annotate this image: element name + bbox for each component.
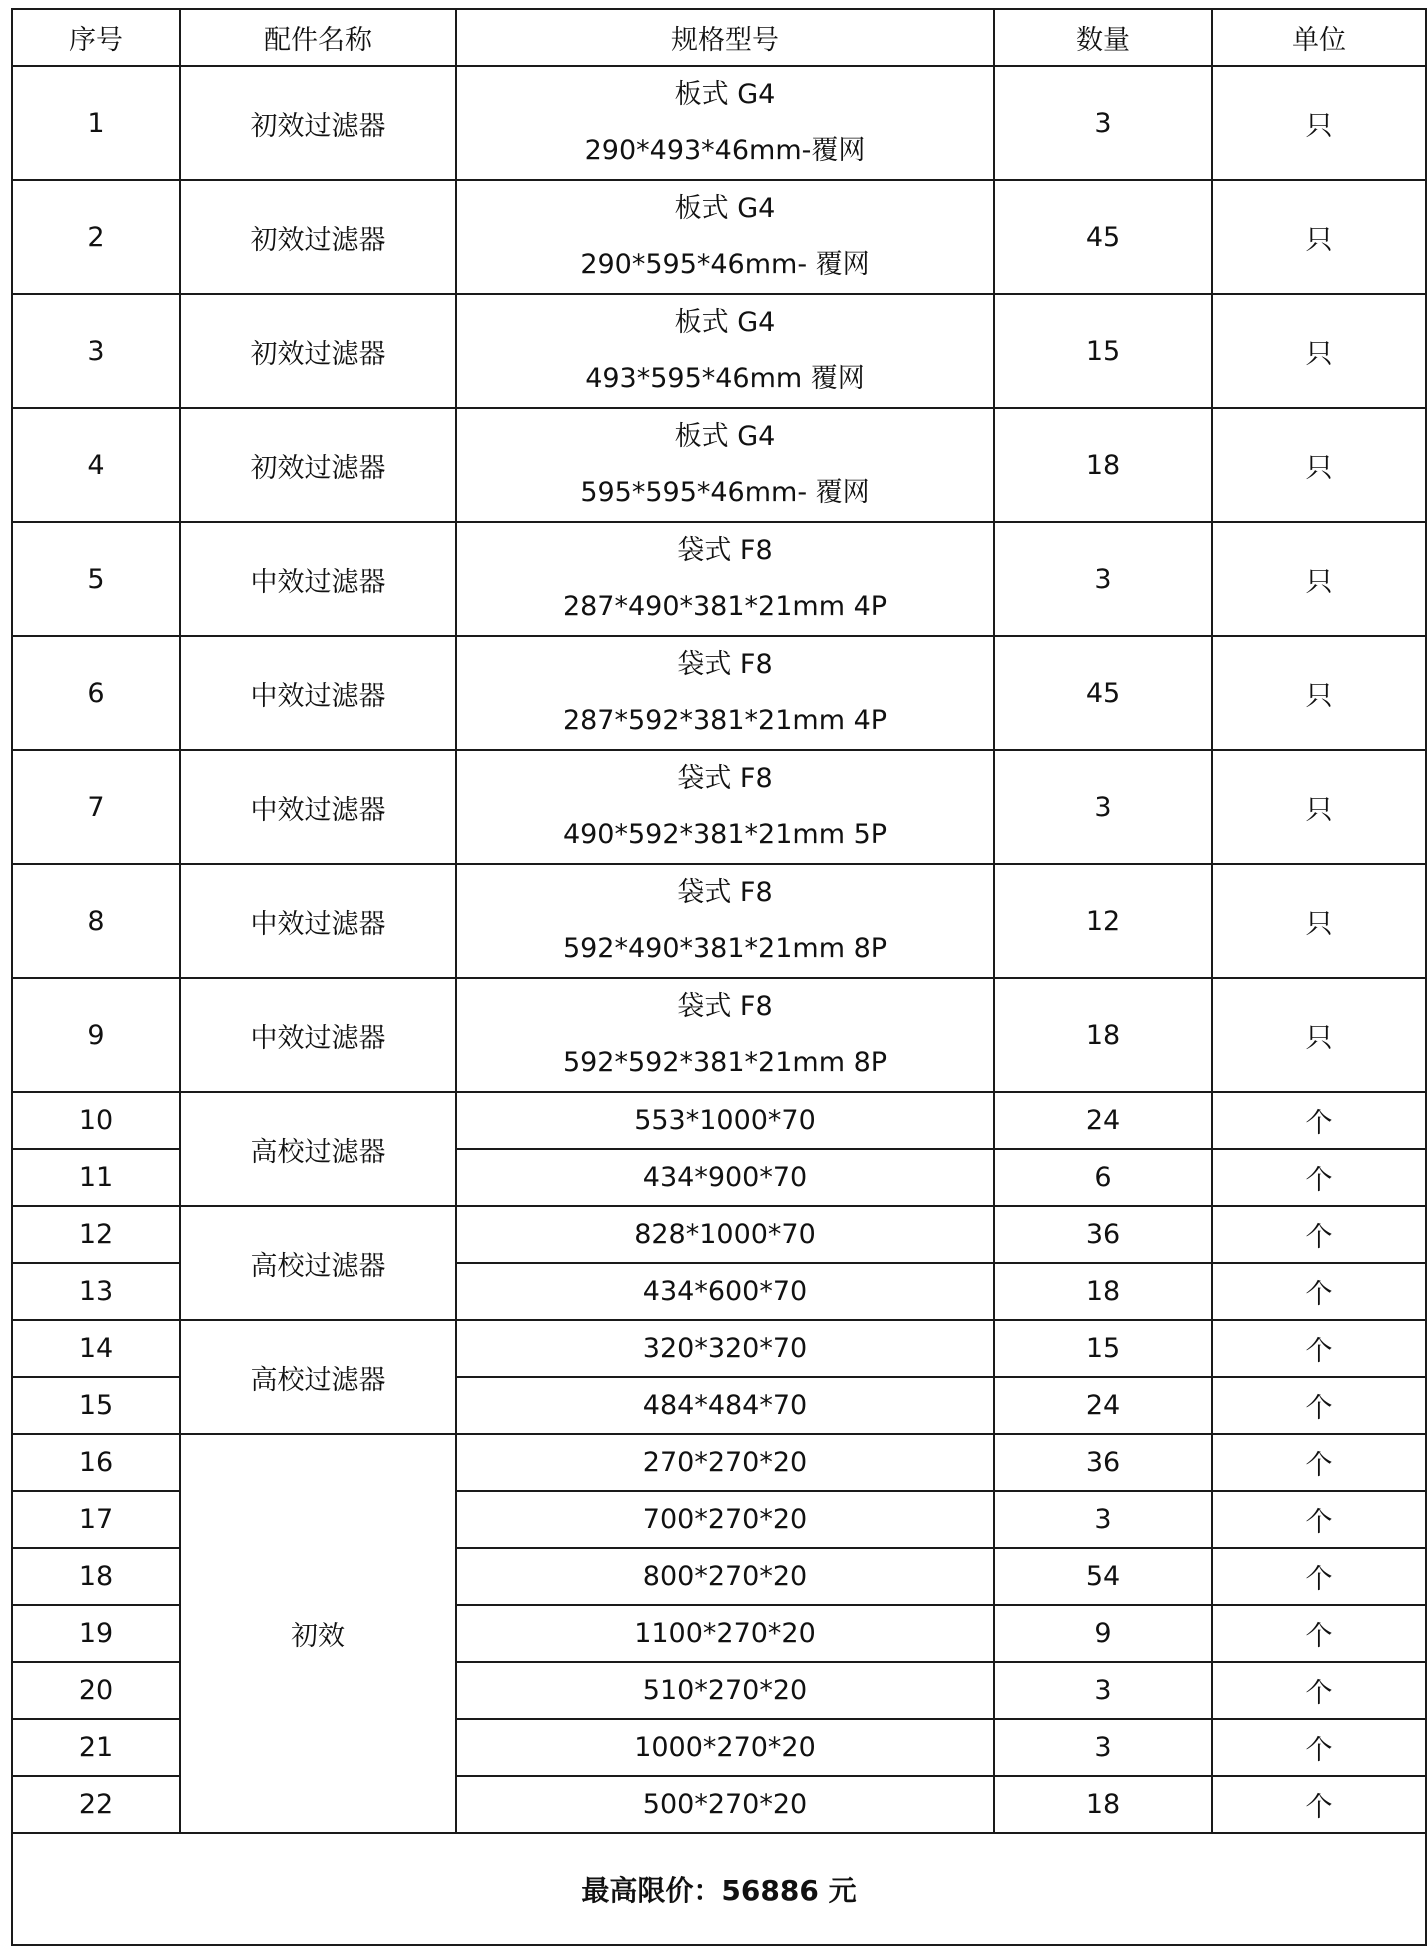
header-spec: 规格型号 [456, 9, 994, 66]
row-name: 中效过滤器 [180, 864, 456, 978]
row-spec: 500*270*20 [456, 1776, 994, 1833]
row-index: 16 [12, 1434, 180, 1491]
row-name: 中效过滤器 [180, 750, 456, 864]
table-row [12, 294, 1426, 408]
row-spec: 700*270*20 [456, 1491, 994, 1548]
row-qty: 24 [994, 1092, 1212, 1149]
row-index: 6 [12, 636, 180, 750]
row-unit: 只 [1212, 294, 1426, 408]
row-unit: 个 [1212, 1377, 1426, 1434]
row-qty: 54 [994, 1548, 1212, 1605]
row-name: 初效过滤器 [180, 294, 456, 408]
spec-size: 287*490*381*21mm 4P [562, 591, 888, 622]
row-qty: 3 [994, 1662, 1212, 1719]
spec-size: 592*592*381*21mm 8P [562, 1047, 888, 1078]
footer-row [12, 1833, 1426, 1945]
row-name: 高校过滤器 [180, 1206, 456, 1320]
row-spec [456, 294, 994, 408]
row-unit: 个 [1212, 1092, 1426, 1149]
row-spec [456, 180, 994, 294]
row-spec: 800*270*20 [456, 1548, 994, 1605]
table-row [12, 522, 1426, 636]
row-qty: 3 [994, 522, 1212, 636]
table-row [12, 636, 1426, 750]
row-index: 21 [12, 1719, 180, 1776]
spec-type: 板式 G4 [674, 307, 776, 338]
row-unit: 个 [1212, 1434, 1426, 1491]
max-price: 最高限价：56886 元 [12, 1833, 1426, 1945]
header-qty: 数量 [994, 9, 1212, 66]
row-unit: 个 [1212, 1320, 1426, 1377]
table-row [12, 408, 1426, 522]
spec-size: 290*595*46mm- 覆网 [580, 249, 870, 280]
row-unit: 个 [1212, 1548, 1426, 1605]
row-qty: 24 [994, 1377, 1212, 1434]
row-index: 22 [12, 1776, 180, 1833]
row-index: 20 [12, 1662, 180, 1719]
row-qty: 15 [994, 294, 1212, 408]
row-index: 9 [12, 978, 180, 1092]
row-spec: 553*1000*70 [456, 1092, 994, 1149]
spec-type: 袋式 F8 [677, 877, 773, 908]
table-row [12, 1092, 1426, 1149]
row-spec: 320*320*70 [456, 1320, 994, 1377]
row-qty: 3 [994, 1719, 1212, 1776]
row-unit: 个 [1212, 1605, 1426, 1662]
row-index: 14 [12, 1320, 180, 1377]
spec-size: 290*493*46mm-覆网 [584, 135, 866, 166]
row-unit: 只 [1212, 180, 1426, 294]
table-row [12, 750, 1426, 864]
row-unit: 个 [1212, 1149, 1426, 1206]
table-row [12, 1320, 1426, 1377]
row-qty: 6 [994, 1149, 1212, 1206]
row-unit: 个 [1212, 1491, 1426, 1548]
row-qty: 18 [994, 978, 1212, 1092]
row-unit: 个 [1212, 1776, 1426, 1833]
row-index: 7 [12, 750, 180, 864]
row-index: 15 [12, 1377, 180, 1434]
row-index: 8 [12, 864, 180, 978]
table-row [12, 1434, 1426, 1491]
row-index: 5 [12, 522, 180, 636]
table-row [12, 978, 1426, 1092]
row-qty: 9 [994, 1605, 1212, 1662]
header-row [12, 9, 1426, 66]
table-row [12, 864, 1426, 978]
row-index: 4 [12, 408, 180, 522]
row-spec [456, 66, 994, 180]
spec-size: 493*595*46mm 覆网 [585, 363, 865, 394]
row-unit: 个 [1212, 1719, 1426, 1776]
row-qty: 36 [994, 1434, 1212, 1491]
row-unit: 只 [1212, 408, 1426, 522]
table-row [12, 180, 1426, 294]
row-unit: 只 [1212, 522, 1426, 636]
row-spec [456, 978, 994, 1092]
row-spec [456, 864, 994, 978]
row-index: 17 [12, 1491, 180, 1548]
parts-table [11, 8, 1427, 1946]
row-spec: 484*484*70 [456, 1377, 994, 1434]
row-unit: 只 [1212, 750, 1426, 864]
spec-type: 板式 G4 [674, 193, 776, 224]
row-name: 初效过滤器 [180, 66, 456, 180]
spec-size: 490*592*381*21mm 5P [562, 819, 888, 850]
row-spec: 434*600*70 [456, 1263, 994, 1320]
row-spec: 510*270*20 [456, 1662, 994, 1719]
spec-type: 袋式 F8 [677, 763, 773, 794]
row-spec [456, 750, 994, 864]
header-unit: 单位 [1212, 9, 1426, 66]
spec-size: 595*595*46mm- 覆网 [580, 477, 870, 508]
header-name: 配件名称 [180, 9, 456, 66]
table-row [12, 66, 1426, 180]
row-name: 初效过滤器 [180, 180, 456, 294]
row-unit: 个 [1212, 1263, 1426, 1320]
row-spec: 270*270*20 [456, 1434, 994, 1491]
row-unit: 只 [1212, 66, 1426, 180]
spec-size: 287*592*381*21mm 4P [562, 705, 888, 736]
row-qty: 3 [994, 1491, 1212, 1548]
row-spec: 434*900*70 [456, 1149, 994, 1206]
row-spec [456, 408, 994, 522]
row-name: 中效过滤器 [180, 636, 456, 750]
row-qty: 36 [994, 1206, 1212, 1263]
row-spec [456, 636, 994, 750]
header-index: 序号 [12, 9, 180, 66]
row-unit: 只 [1212, 864, 1426, 978]
row-qty: 18 [994, 408, 1212, 522]
row-name: 高校过滤器 [180, 1320, 456, 1434]
spec-size: 592*490*381*21mm 8P [562, 933, 888, 964]
row-name: 初效 [180, 1434, 456, 1833]
row-spec [456, 522, 994, 636]
row-unit: 只 [1212, 978, 1426, 1092]
spec-type: 袋式 F8 [677, 535, 773, 566]
row-spec: 1000*270*20 [456, 1719, 994, 1776]
row-qty: 15 [994, 1320, 1212, 1377]
row-unit: 个 [1212, 1662, 1426, 1719]
row-unit: 个 [1212, 1206, 1426, 1263]
row-qty: 45 [994, 180, 1212, 294]
spec-type: 板式 G4 [674, 421, 776, 452]
spec-type: 板式 G4 [674, 79, 776, 110]
row-index: 1 [12, 66, 180, 180]
row-spec: 828*1000*70 [456, 1206, 994, 1263]
row-qty: 18 [994, 1776, 1212, 1833]
row-name: 高校过滤器 [180, 1092, 456, 1206]
row-index: 3 [12, 294, 180, 408]
row-qty: 3 [994, 66, 1212, 180]
spec-type: 袋式 F8 [677, 649, 773, 680]
row-index: 2 [12, 180, 180, 294]
row-name: 初效过滤器 [180, 408, 456, 522]
row-qty: 12 [994, 864, 1212, 978]
row-name: 中效过滤器 [180, 522, 456, 636]
row-unit: 只 [1212, 636, 1426, 750]
row-name: 中效过滤器 [180, 978, 456, 1092]
row-qty: 18 [994, 1263, 1212, 1320]
row-qty: 3 [994, 750, 1212, 864]
row-index: 10 [12, 1092, 180, 1149]
row-index: 19 [12, 1605, 180, 1662]
row-index: 13 [12, 1263, 180, 1320]
spec-type: 袋式 F8 [677, 991, 773, 1022]
row-index: 18 [12, 1548, 180, 1605]
row-index: 12 [12, 1206, 180, 1263]
row-spec: 1100*270*20 [456, 1605, 994, 1662]
row-index: 11 [12, 1149, 180, 1206]
table-row [12, 1206, 1426, 1263]
row-qty: 45 [994, 636, 1212, 750]
